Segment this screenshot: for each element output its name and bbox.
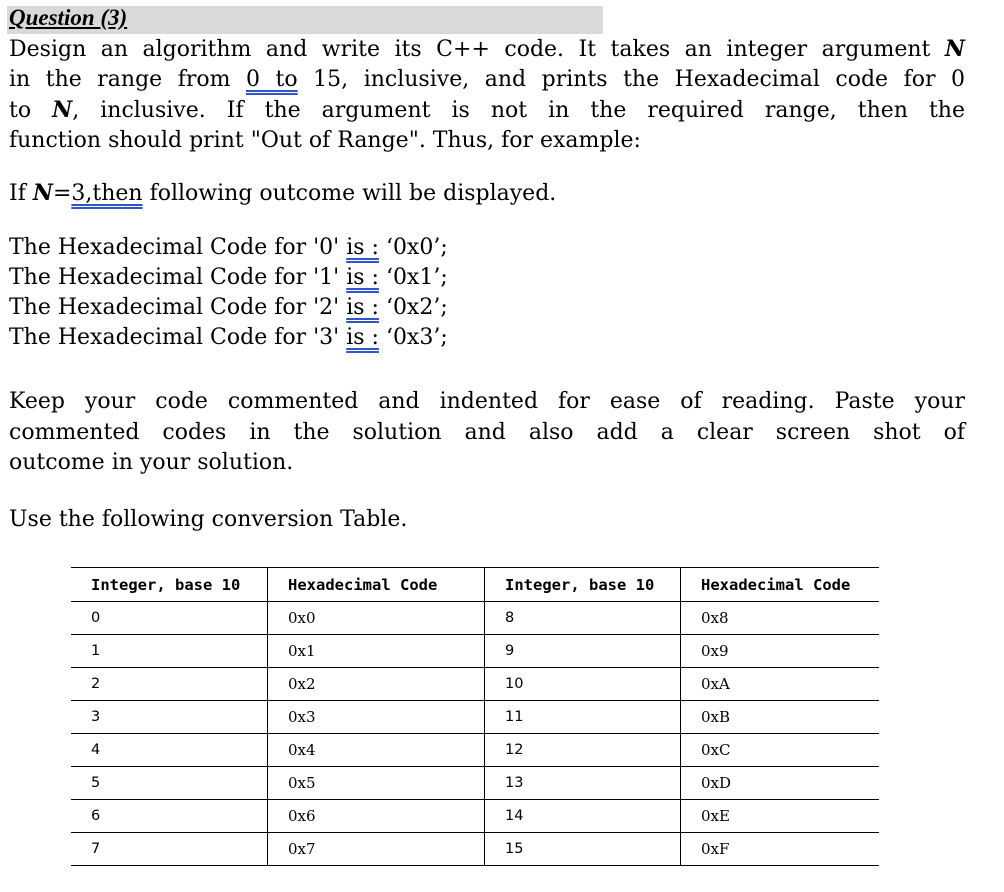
table-header-row bbox=[71, 568, 879, 602]
intro-line-3: to N, inclusive. If the argument is not in the required range, then the bbox=[9, 97, 965, 123]
header-hex-code: Hexadecimal Code bbox=[268, 568, 485, 602]
table-row: 3 0x3 11 0xB bbox=[71, 701, 879, 734]
variable-n: N bbox=[32, 180, 53, 206]
instructions-line-1: Keep your code commented and indented for ease of reading. Paste your bbox=[9, 389, 965, 414]
conversion-table bbox=[71, 567, 879, 866]
example-intro: If N=3,then following outcome will be displayed. bbox=[9, 180, 557, 206]
range-underlined: 0 to bbox=[246, 66, 298, 92]
instructions-line-3: outcome in your solution. bbox=[9, 450, 294, 475]
intro-line-1: Design an algorithm and write its C++ code. It takes an integer argument N bbox=[9, 36, 965, 62]
table-row: 4 0x4 12 0xC bbox=[71, 734, 879, 767]
example-output-line: The Hexadecimal Code for '1' is : ‘0x1’; bbox=[9, 265, 448, 290]
example-output-line: The Hexadecimal Code for '0' is : ‘0x0’; bbox=[9, 235, 448, 260]
intro-line-4: function should print "Out of Range". Thus, for example: bbox=[9, 127, 641, 153]
instructions-line-2: commented codes in the solution and also add a clear screen shot of bbox=[9, 419, 965, 445]
variable-n: N bbox=[944, 36, 965, 62]
question-title: Question (3) bbox=[9, 5, 128, 30]
example-output-line: The Hexadecimal Code for '2' is : ‘0x2’; bbox=[9, 295, 448, 320]
example-value: 3,then bbox=[71, 181, 143, 206]
table-row: 5 0x5 13 0xD bbox=[71, 767, 879, 800]
header-hex-code: Hexadecimal Code bbox=[681, 568, 880, 602]
table-row: 6 0x6 14 0xE bbox=[71, 800, 879, 833]
table-row: 2 0x2 10 0xA bbox=[71, 668, 879, 701]
table-row: 1 0x1 9 0x9 bbox=[71, 635, 879, 668]
table-intro: Use the following conversion Table. bbox=[9, 507, 408, 532]
intro-paragraph bbox=[9, 34, 965, 156]
intro-line-2: in the range from 0 to 15, inclusive, and prints the Hexadecimal code for 0 bbox=[9, 66, 966, 92]
instructions-paragraph bbox=[9, 387, 965, 479]
header-integer-base10: Integer, base 10 bbox=[485, 568, 681, 602]
table-row: 0 0x0 8 0x8 bbox=[71, 602, 879, 635]
table-row: 7 0x7 15 0xF bbox=[71, 833, 879, 866]
header-integer-base10: Integer, base 10 bbox=[71, 568, 268, 602]
example-output-line: The Hexadecimal Code for '3' is : ‘0x3’; bbox=[9, 325, 448, 350]
variable-n: N bbox=[52, 97, 73, 123]
